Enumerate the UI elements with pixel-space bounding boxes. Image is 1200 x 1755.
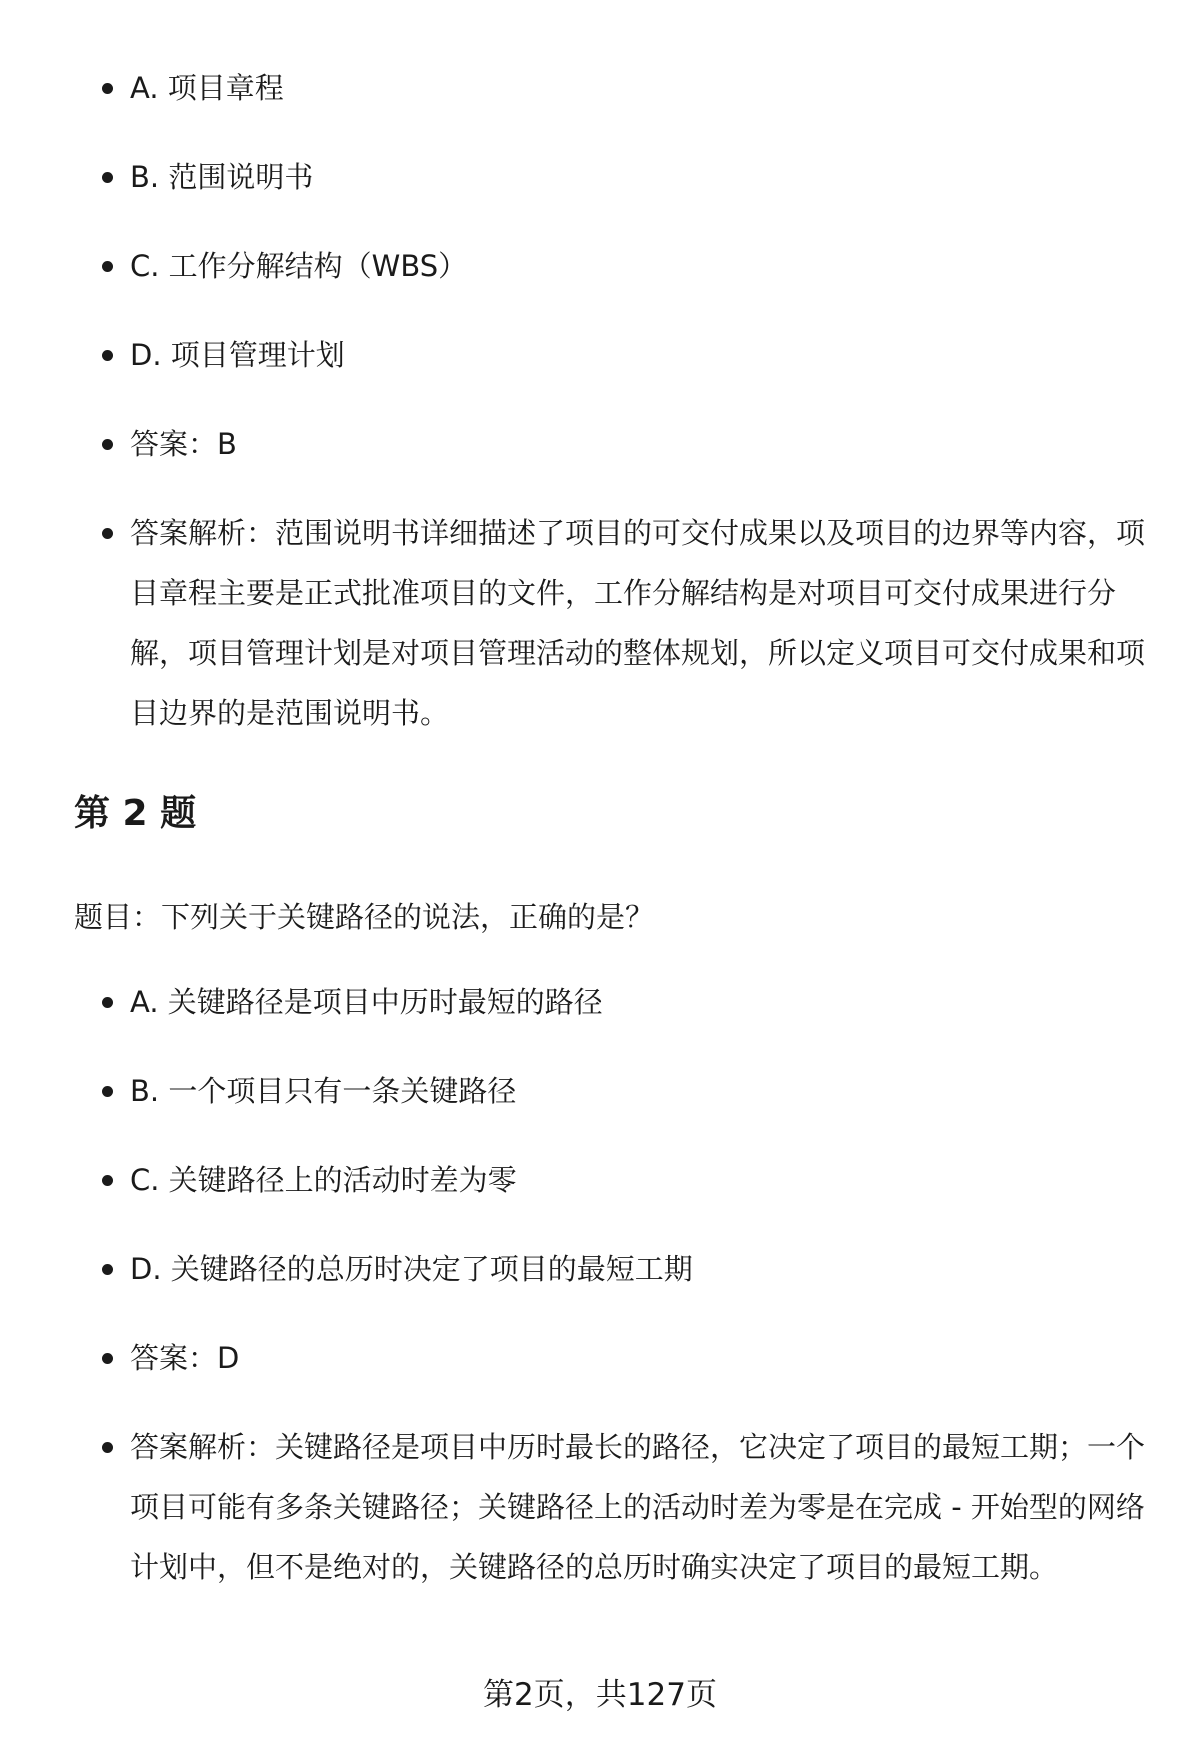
option-c: C. 工作分解结构（WBS） (74, 236, 1154, 296)
option-d: D. 关键路径的总历时决定了项目的最短工期 (74, 1239, 1154, 1299)
page-number: 第2页，共127页 (483, 1677, 717, 1713)
answer: 答案：B (74, 414, 1154, 474)
question-2-heading: 第 2 题 (74, 793, 197, 834)
question-1-options (74, 58, 1154, 743)
answer-explanation: 答案解析：关键路径是项目中历时最长的路径，它决定了项目的最短工期；一个项目可能有多条关键路径；关键路径上的活动时差为零是在完成 - 开始型的网络计划中，但不是绝对的，关键路径的总历时确实决定了项目的最短工期。 (74, 1417, 1154, 1597)
option-d: D. 项目管理计划 (74, 325, 1154, 385)
answer: 答案：D (74, 1328, 1154, 1388)
question-2-text: 题目：下列关于关键路径的说法，正确的是？ (74, 900, 655, 934)
option-c: C. 关键路径上的活动时差为零 (74, 1150, 1154, 1210)
question-2-options (74, 972, 1154, 1597)
option-b: B. 范围说明书 (74, 147, 1154, 207)
option-a: A. 项目章程 (74, 58, 1154, 118)
option-a: A. 关键路径是项目中历时最短的路径 (74, 972, 1154, 1032)
option-b: B. 一个项目只有一条关键路径 (74, 1061, 1154, 1121)
answer-explanation: 答案解析：范围说明书详细描述了项目的可交付成果以及项目的边界等内容，项目章程主要是正式批准项目的文件，工作分解结构是对项目可交付成果进行分解，项目管理计划是对项目管理活动的整体规划，所以定义项目可交付成果和项目边界的是范围说明书。 (74, 503, 1154, 743)
